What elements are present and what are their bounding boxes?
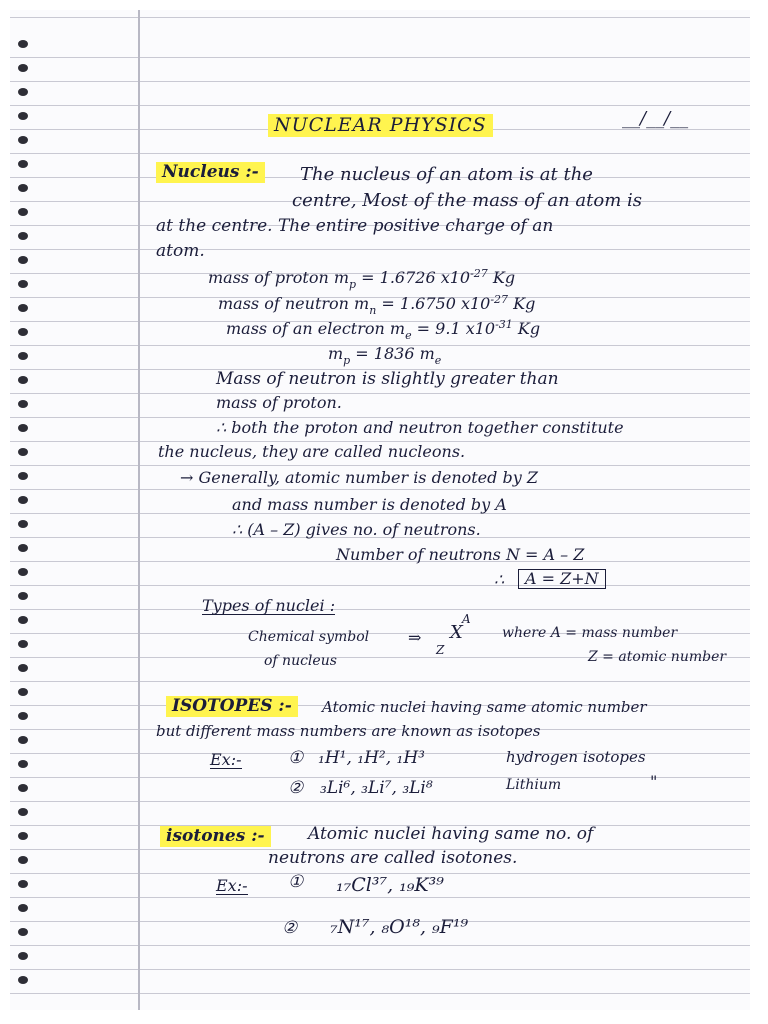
binder-hole — [18, 856, 28, 864]
binder-hole — [18, 520, 28, 528]
binder-hole — [18, 376, 28, 384]
binder-holes — [18, 40, 34, 1000]
isotones-ex-label: Ex:- — [216, 876, 248, 895]
proton-sub: p — [349, 278, 357, 291]
symbol-x: X — [450, 622, 463, 643]
binder-hole — [18, 472, 28, 480]
nucleus-text-5: → Generally, atomic number is denoted by Z — [180, 468, 538, 487]
where-mass-number: where A = mass number — [502, 625, 678, 641]
binder-hole — [18, 424, 28, 432]
implies-arrow: ⇒ — [408, 628, 422, 647]
nucleus-text-6: and mass number is denoted by A — [232, 495, 507, 514]
binder-hole — [18, 784, 28, 792]
binder-hole — [18, 880, 28, 888]
proton-mass-formula — [208, 268, 515, 290]
proton-unit: Kg — [487, 268, 516, 287]
page-title: NUCLEAR PHYSICS — [268, 114, 493, 137]
chem-symbol-line-2: of nucleus — [264, 653, 337, 669]
mp-me-relation — [328, 346, 441, 366]
binder-hole — [18, 928, 28, 936]
binder-hole — [18, 664, 28, 672]
isotopes-ex2-formula: ₃Li⁶, ₃Li⁷, ₃Li⁸ — [320, 778, 433, 798]
nucleus-line-4: atom. — [156, 241, 205, 261]
binder-hole — [18, 40, 28, 48]
binder-hole — [18, 352, 28, 360]
nucleus-line-2: centre, Most of the mass of an atom is — [292, 190, 642, 211]
isotones-heading: isotones :- — [160, 826, 271, 847]
electron-exp: -31 — [495, 318, 513, 331]
isotones-ex2-formula: ₇N¹⁷, ₈O¹⁸, ₉F¹⁹ — [330, 916, 469, 938]
binder-hole — [18, 112, 28, 120]
binder-hole — [18, 760, 28, 768]
nucleus-text-4: the nucleus, they are called nucleons. — [158, 442, 466, 461]
nucleus-line-3: at the centre. The entire positive charge of an — [156, 216, 554, 236]
isotones-ex1-formula: ₁₇Cl³⁷, ₁₉K³⁹ — [336, 874, 444, 896]
types-heading: Types of nuclei : — [202, 596, 336, 615]
proton-value: = 1.6726 x10 — [356, 268, 471, 287]
margin-line — [138, 10, 140, 1010]
binder-hole — [18, 184, 28, 192]
isotopes-line-1: Atomic nuclei having same atomic number — [322, 698, 647, 716]
binder-hole — [18, 808, 28, 816]
isotones-ex2-number: ② — [282, 918, 298, 938]
binder-hole — [18, 544, 28, 552]
date-field: __/__/__ — [622, 108, 689, 129]
nucleus-line-1: The nucleus of an atom is at the — [300, 164, 593, 185]
binder-hole — [18, 616, 28, 624]
notebook-page — [10, 10, 750, 1010]
electron-sub: e — [405, 329, 412, 342]
nucleus-text-8: Number of neutrons N = A – Z — [336, 545, 585, 564]
binder-hole — [18, 688, 28, 696]
electron-mass-formula — [226, 319, 540, 341]
electron-value: = 9.1 x10 — [411, 319, 496, 338]
binder-hole — [18, 640, 28, 648]
ditto-mark: " — [650, 772, 658, 791]
neutron-mass-formula — [218, 294, 535, 316]
nucleus-heading: Nucleus :- — [156, 162, 265, 183]
binder-hole — [18, 736, 28, 744]
mp-symbol: m — [328, 344, 344, 363]
binder-hole — [18, 400, 28, 408]
symbol-a: A — [462, 612, 471, 626]
electron-unit: Kg — [512, 319, 541, 338]
binder-hole — [18, 904, 28, 912]
isotopes-ex1-label: hydrogen isotopes — [506, 748, 646, 766]
isotopes-ex2-label: Lithium — [506, 777, 562, 793]
binder-hole — [18, 256, 28, 264]
isotones-line-2: neutrons are called isotones. — [268, 848, 518, 868]
where-atomic-number: Z = atomic number — [588, 649, 727, 665]
neutron-mass-label: mass of neutron m — [218, 294, 370, 313]
isotopes-ex1-formula: ₁H¹, ₁H², ₁H³ — [318, 748, 425, 768]
binder-hole — [18, 448, 28, 456]
neutron-sub: n — [369, 304, 377, 317]
neutron-unit: Kg — [508, 294, 536, 313]
neutron-value: = 1.6750 x10 — [376, 294, 491, 313]
binder-hole — [18, 328, 28, 336]
mp-relation-value: = 1836 m — [350, 344, 435, 363]
isotones-ex1-number: ① — [288, 872, 304, 892]
binder-hole — [18, 832, 28, 840]
binder-hole — [18, 592, 28, 600]
binder-hole — [18, 568, 28, 576]
binder-hole — [18, 88, 28, 96]
nucleus-text-2: mass of proton. — [216, 393, 342, 412]
nucleus-text-1: Mass of neutron is slightly greater than — [216, 369, 559, 389]
binder-hole — [18, 952, 28, 960]
binder-hole — [18, 160, 28, 168]
binder-hole — [18, 712, 28, 720]
binder-hole — [18, 304, 28, 312]
binder-hole — [18, 976, 28, 984]
boxed-formula: A = Z+N — [518, 569, 606, 589]
binder-hole — [18, 64, 28, 72]
isotopes-line-2: but different mass numbers are known as isotopes — [156, 722, 541, 740]
binder-hole — [18, 232, 28, 240]
me-sub: e — [434, 354, 442, 367]
proton-mass-label: mass of proton m — [208, 268, 350, 287]
binder-hole — [18, 136, 28, 144]
binder-hole — [18, 280, 28, 288]
proton-exp: -27 — [470, 267, 488, 280]
isotopes-ex2-number: ② — [288, 778, 304, 798]
binder-hole — [18, 208, 28, 216]
nucleus-text-3: ∴ both the proton and neutron together constitute — [216, 418, 624, 437]
neutron-exp: -27 — [490, 293, 509, 306]
isotones-line-1: Atomic nuclei having same no. of — [308, 824, 594, 844]
symbol-z: Z — [436, 643, 445, 657]
therefore-symbol: ∴ — [494, 570, 505, 589]
mp-sub: p — [343, 354, 351, 367]
binder-hole — [18, 496, 28, 504]
isotopes-ex1-number: ① — [288, 748, 304, 768]
nucleus-text-7: ∴ (A – Z) gives no. of neutrons. — [232, 520, 481, 539]
electron-mass-label: mass of an electron m — [226, 319, 406, 338]
isotopes-ex-label: Ex:- — [210, 750, 242, 769]
chem-symbol-line-1: Chemical symbol — [248, 629, 370, 645]
isotopes-heading: ISOTOPES :- — [166, 696, 298, 717]
